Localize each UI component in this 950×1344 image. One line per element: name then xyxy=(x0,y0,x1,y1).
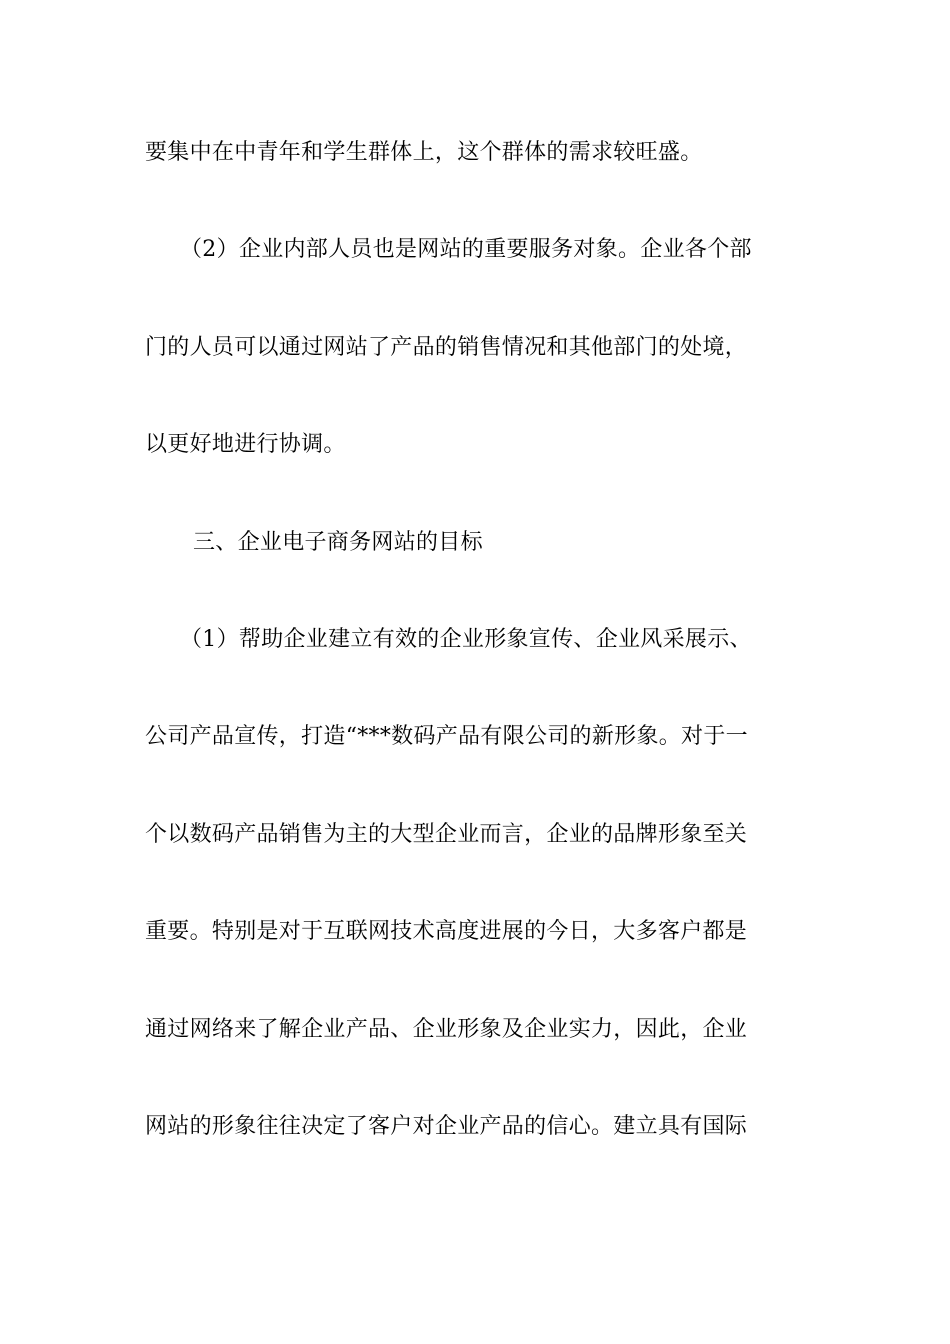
text-line: 门的人员可以通过网站了产品的销售情况和其他部门的处境， xyxy=(145,335,748,360)
text-line: 要集中在中青年和学生群体上，这个群体的需求较旺盛。 xyxy=(145,140,703,165)
text-line: 通过网络来了解企业产品、企业形象及企业实力，因此，企业 xyxy=(145,1017,748,1042)
text-line: 以更好地进行协调。 xyxy=(145,432,346,457)
text-line: 公司产品宣传，打造“***数码产品有限公司的新形象。对于一 xyxy=(145,724,748,749)
text-line: 网站的形象往往决定了客户对企业产品的信心。建立具有国际 xyxy=(145,1114,748,1139)
text-line: 重要。特别是对于互联网技术高度进展的今日，大多客户都是 xyxy=(145,919,748,944)
text-line: （1）帮助企业建立有效的企业形象宣传、企业风采展示、 xyxy=(180,627,752,652)
text-line: （2）企业内部人员也是网站的重要服务对象。企业各个部 xyxy=(180,237,752,262)
text-line: 个以数码产品销售为主的大型企业而言，企业的品牌形象至关 xyxy=(145,822,748,847)
section-heading: 三、企业电子商务网站的目标 xyxy=(193,530,483,555)
